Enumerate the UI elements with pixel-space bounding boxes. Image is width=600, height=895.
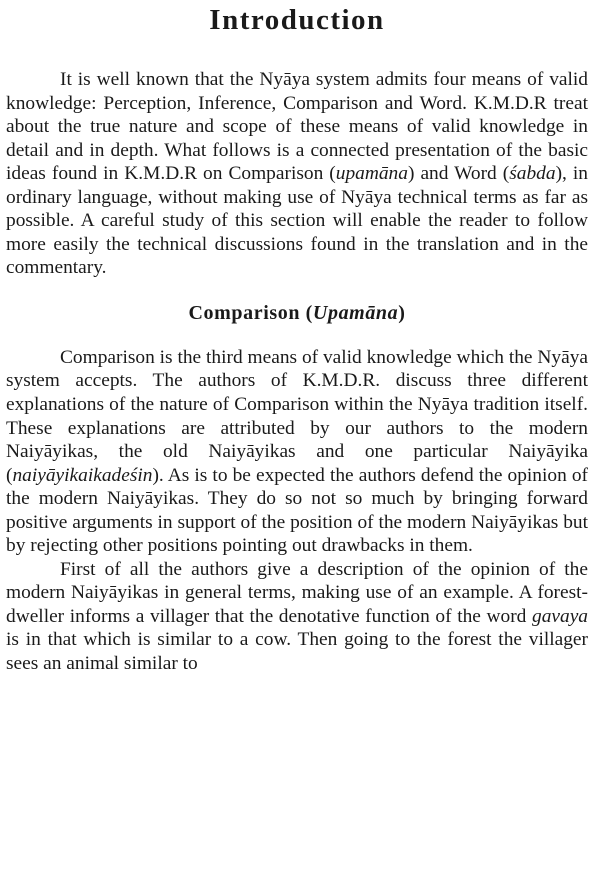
intro-paragraph (6, 68, 588, 280)
intro-term-upamana: upamāna (335, 163, 408, 185)
first-term-gavaya: gavaya (532, 605, 588, 627)
section-heading-comparison (6, 300, 588, 326)
section-heading-italic: Upamāna (312, 301, 399, 324)
comparison-text-2: ). As is to be expected the authors defend the opinion of the modern Naiyāyikas. They do so not so much by bringing forward positive arguments in support of the position of the modern Naiyāyikas but by rejecting other positions pointing out drawbacks in them. (6, 464, 588, 557)
intro-text-2: ) and Word ( (407, 163, 510, 185)
intro-text-3: ), in ordinary language, without making use of Nyāya technical terms as far as possible. A careful study of this section will enable the reader to follow more easily the technical discussions found in the translation and in the commentary. (6, 163, 588, 279)
section-heading-label: Comparison ( (188, 301, 313, 324)
first-text-2: is in that which is similar to a cow. Then going to the forest the villager sees an animal similar to (6, 629, 588, 675)
intro-text-1: It is well known that the Nyāya system admits four means of valid knowledge: Perception, Inference, Comparison and Word. K.M.D.R treat about the true nature and scope of these means of valid knowledge in detail and in depth. What follows is a connected presentation of the basic ideas found in K.M.D.R on Comparison ( (6, 69, 588, 185)
comparison-paragraph (6, 346, 588, 558)
comparison-term-naiyayikaikadesin: naiyāyikaikadeśin (12, 464, 153, 486)
section-heading-close: ) (398, 301, 406, 324)
comparison-text-1: Comparison is the third means of valid knowledge which the Nyāya system accepts. The authors of K.M.D.R. discuss three different explanations of the nature of Comparison within the Nyāya tradition itself. These explanations are attributed by our authors to the modern Naiyāyikas, the old Naiyāyikas and one particular Naiyāyika ( (6, 346, 588, 486)
page-title: Introduction (209, 4, 385, 36)
first-text-1: First of all the authors give a description of the opinion of the modern Naiyāyikas in general terms, making use of an example. A forest-dweller informs a villager that the denotative function of the word (6, 558, 588, 627)
first-paragraph (6, 558, 588, 676)
intro-term-sabda: śabda (509, 163, 556, 185)
